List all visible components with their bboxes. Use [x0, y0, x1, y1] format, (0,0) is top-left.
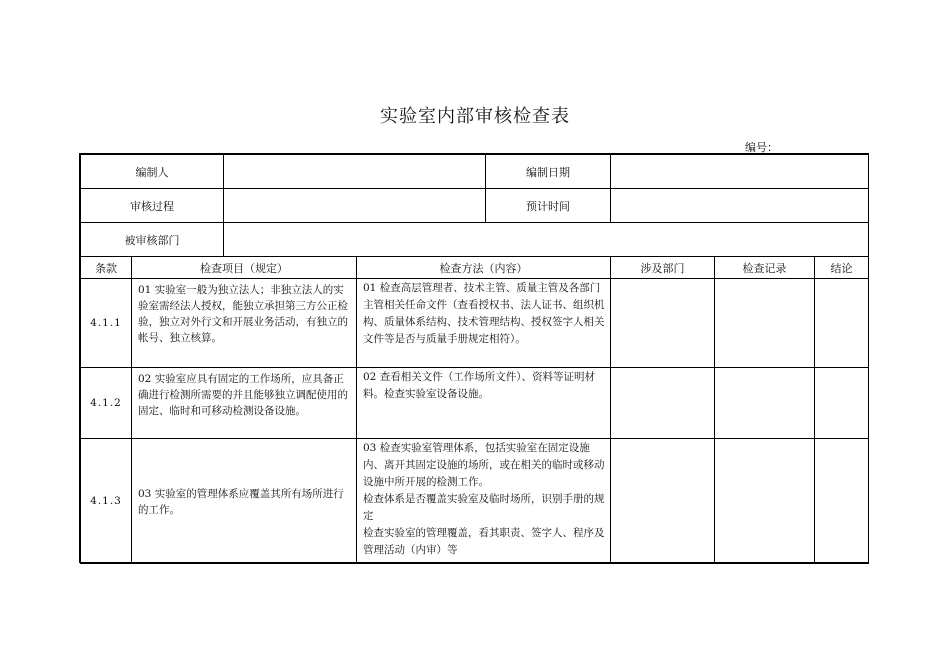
- compiler-field[interactable]: [224, 155, 486, 189]
- audit-process-label: 审核过程: [81, 189, 224, 223]
- item-cell: 02 实验室应具有固定的工作场所，应具备正确进行检测所需要的并且能够独立调配使用的固定、临时和可移动检测设备设施。: [132, 368, 357, 439]
- compile-date-field[interactable]: [611, 155, 869, 189]
- method-line: 检查实验室的管理覆盖，看其职责、签字人、程序及管理活动（内审）等: [363, 527, 605, 556]
- clause-cell: 4.1.1: [81, 279, 132, 368]
- item-cell: 03 实验室的管理体系应覆盖其所有场所进行的工作。: [132, 439, 357, 564]
- column-header-record: 检查记录: [715, 257, 815, 279]
- record-cell[interactable]: [715, 279, 815, 368]
- method-cell: [357, 439, 611, 564]
- audit-process-field[interactable]: [224, 189, 486, 223]
- column-header-row: [81, 257, 869, 279]
- planned-time-label: 预计时间: [486, 189, 611, 223]
- item-cell: 01 实验室一般为独立法人；非独立法人的实验室需经法人授权，能独立承担第三方公正检验，独立对外行文和开展业务活动，有独立的帐号、独立核算。: [132, 279, 357, 368]
- conclusion-cell[interactable]: [815, 279, 869, 368]
- conclusion-cell[interactable]: [815, 439, 869, 564]
- method-cell: 02 查看相关文件（工作场所文件）、资料等证明材料。检查实验室设备设施。: [357, 368, 611, 439]
- compiler-label: 编制人: [81, 155, 224, 189]
- column-header-method: 检查方法（内容）: [357, 257, 611, 279]
- method-line: 检查体系是否覆盖实验室及临时场所，识别手册的规定: [363, 493, 605, 522]
- table-row: [81, 368, 869, 439]
- column-header-item: 检查项目（规定）: [132, 257, 357, 279]
- method-line: 03 检查实验室管理体系，包括实验室在固定设施内、离开其固定设施的场所，或在相关的临时或移动设施中所开展的检测工作。: [363, 442, 605, 488]
- document-number-label: 编号：: [745, 141, 778, 154]
- dept-cell[interactable]: [611, 279, 715, 368]
- column-header-clause: 条款: [81, 257, 132, 279]
- record-cell[interactable]: [715, 368, 815, 439]
- document-title: 实验室内部审核检查表: [380, 106, 570, 127]
- clause-cell: 4.1.2: [81, 368, 132, 439]
- dept-cell[interactable]: [611, 439, 715, 564]
- conclusion-cell[interactable]: [815, 368, 869, 439]
- header-row-compiler: [81, 155, 869, 189]
- method-cell: 01 检查高层管理者、技术主管、质量主管及各部门主管相关任命文件（查看授权书、法人证书、组织机构、质量体系结构、技术管理结构、授权签字人相关文件等是否与质量手册规定相符）。: [357, 279, 611, 368]
- compile-date-label: 编制日期: [486, 155, 611, 189]
- planned-time-field[interactable]: [611, 189, 869, 223]
- record-cell[interactable]: [715, 439, 815, 564]
- column-header-dept: 涉及部门: [611, 257, 715, 279]
- audited-dept-field[interactable]: [224, 223, 869, 257]
- column-header-conclusion: 结论: [815, 257, 869, 279]
- dept-cell[interactable]: [611, 368, 715, 439]
- clause-cell: 4.1.3: [81, 439, 132, 564]
- audited-dept-label: 被审核部门: [81, 223, 224, 257]
- table-row: [81, 279, 869, 368]
- header-row-audit-process: [81, 189, 869, 223]
- header-row-audited-dept: [81, 223, 869, 257]
- audit-checklist-table: [80, 154, 869, 564]
- table-row: [81, 439, 869, 564]
